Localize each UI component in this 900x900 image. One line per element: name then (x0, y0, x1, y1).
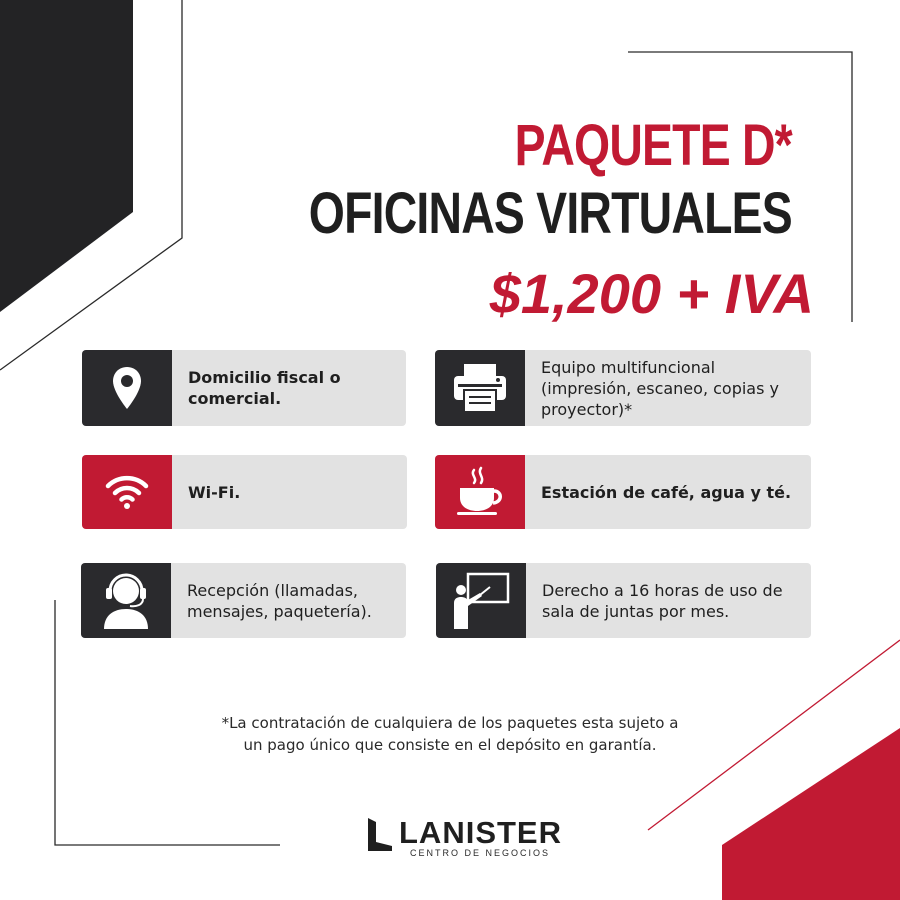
feature-card-sala (436, 563, 811, 638)
brand-subtitle: CENTRO DE NEGOCIOS (410, 848, 551, 858)
service-title: OFICINAS VIRTUALES (308, 181, 792, 246)
feature-text: Wi-Fi. (188, 482, 241, 502)
feature-text: Recepción (llamadas, mensajes, paquetería). (187, 580, 372, 621)
location-pin-icon (110, 365, 144, 411)
feature-text: Estación de café, agua y té. (541, 482, 792, 502)
dark-corner-shape (0, 0, 133, 312)
printer-icon (450, 362, 510, 414)
feature-text: Equipo multifuncional (impresión, escaneo, copias y proyector)* (541, 357, 779, 419)
feature-text: Derecho a 16 horas de uso de sala de juntas por mes. (542, 580, 783, 621)
feature-card-equipo (435, 350, 811, 426)
feature-icon-box (81, 563, 171, 638)
feature-card-wifi (82, 455, 407, 529)
receptionist-headset-icon (100, 571, 152, 631)
footnote-line-1: *La contratación de cualquiera de los paquetes esta sujeto a (221, 714, 679, 732)
feature-icon-box (435, 350, 525, 426)
feature-card-recepcion (81, 563, 406, 638)
feature-icon-box (435, 455, 525, 529)
feature-card-cafe (435, 455, 811, 529)
feature-text: Domicilio fiscal o comercial. (188, 368, 341, 408)
brand-mark-icon (366, 816, 394, 852)
presenter-board-icon (450, 571, 512, 631)
brand-name: LANISTER (399, 815, 562, 850)
feature-card-domicilio (82, 350, 406, 426)
brand-logo (366, 814, 562, 862)
footnote (150, 712, 750, 756)
package-title: PAQUETE D* (514, 113, 792, 178)
wifi-icon (105, 474, 149, 510)
feature-icon-box (436, 563, 526, 638)
heading-block (188, 112, 792, 248)
footnote-line-2: un pago único que consiste en el depósito en garantía. (243, 736, 657, 754)
coffee-cup-icon (454, 466, 506, 518)
feature-icon-box (82, 455, 172, 529)
feature-icon-box (82, 350, 172, 426)
price-label: $1,200 + IVA (489, 262, 814, 325)
